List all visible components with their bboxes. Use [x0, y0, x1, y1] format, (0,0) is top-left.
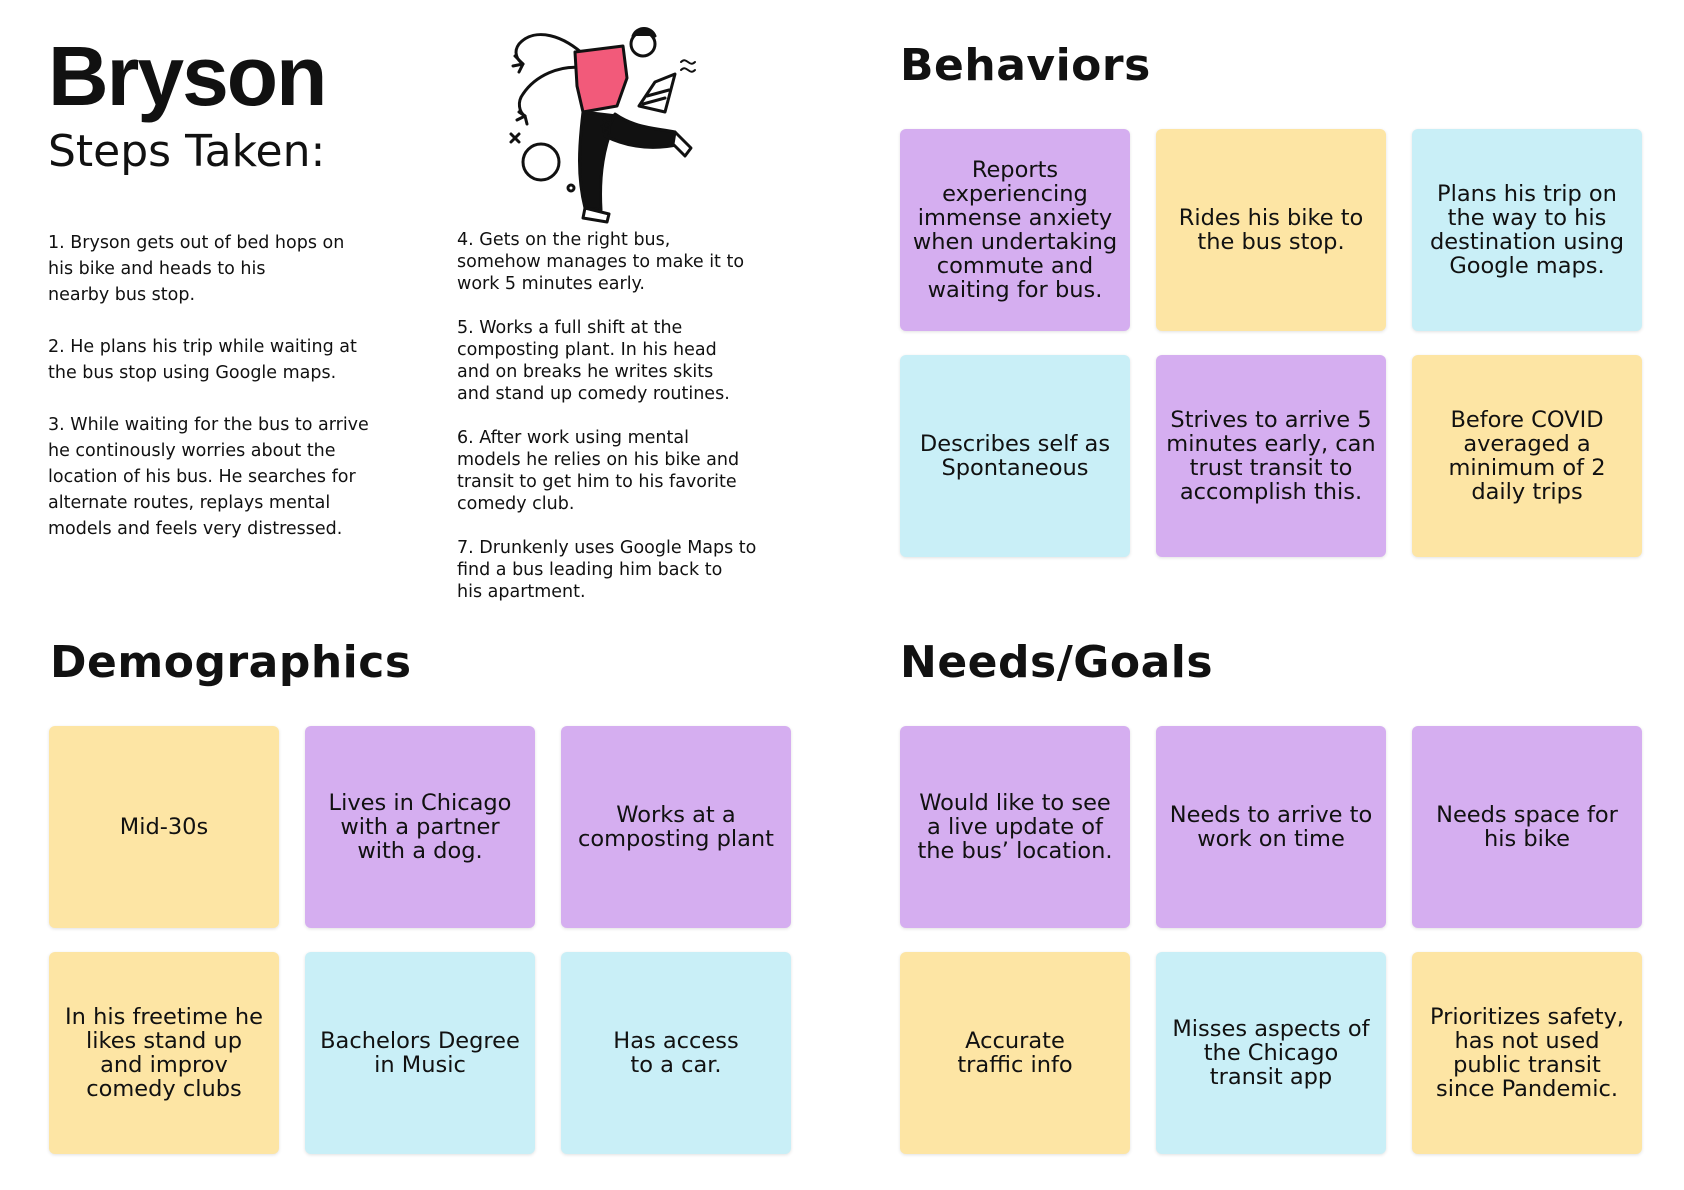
need-goal-note: Needs space for his bike: [1412, 726, 1642, 928]
behaviors-title: Behaviors: [900, 40, 1151, 91]
need-goal-note: Needs to arrive to work on time: [1156, 726, 1386, 928]
step-item-5: 5. Works a full shift at the composting plant. In his head and on breaks he writes skits and stand up comedy routines.: [457, 318, 730, 404]
step-item-6: 6. After work using mental models he relies on his bike and transit to get him to his favorite comedy club.: [457, 428, 740, 514]
demographic-note: Works at a composting plant: [561, 726, 791, 928]
behavior-note: Strives to arrive 5 minutes early, can trust transit to accomplish this.: [1156, 355, 1386, 557]
demographic-note: Mid-30s: [49, 726, 279, 928]
persona-name: Bryson: [48, 29, 326, 123]
demographic-note: Lives in Chicago with a partner with a dog.: [305, 726, 535, 928]
demographics-title: Demographics: [50, 637, 412, 688]
demographic-note: Has access to a car.: [561, 952, 791, 1154]
step-item-1: 1. Bryson gets out of bed hops on his bike and heads to his nearby bus stop.: [48, 233, 345, 305]
need-goal-note: Misses aspects of the Chicago transit app: [1156, 952, 1386, 1154]
step-item-4: 4. Gets on the right bus, somehow manages to make it to work 5 minutes early.: [457, 230, 745, 294]
demographic-note: Bachelors Degree in Music: [305, 952, 535, 1154]
need-goal-note: Prioritizes safety, has not used public transit since Pandemic.: [1412, 952, 1642, 1154]
demographic-note: In his freetime he likes stand up and improv comedy clubs: [49, 952, 279, 1154]
demographics-grid: [49, 726, 791, 1154]
behavior-note: Reports experiencing immense anxiety when undertaking commute and waiting for bus.: [900, 129, 1130, 331]
dancing-man-illustration: [505, 16, 735, 235]
step-item-3: 3. While waiting for the bus to arrive he continously worries about the location of his bus. He searches for alternate routes, replays mental models and feels very distressed.: [48, 415, 369, 539]
needs-goals-title: Needs/Goals: [900, 637, 1214, 688]
behaviors-grid: [900, 129, 1642, 557]
behavior-note: Before COVID averaged a minimum of 2 daily trips: [1412, 355, 1642, 557]
step-item-7: 7. Drunkenly uses Google Maps to find a bus leading him back to his apartment.: [457, 538, 757, 602]
steps-list-right: [457, 229, 807, 625]
behavior-note: Rides his bike to the bus stop.: [1156, 129, 1386, 331]
need-goal-note: Accurate traffic info: [900, 952, 1130, 1154]
steps-list-left: [48, 230, 428, 568]
steps-heading: Steps Taken:: [48, 126, 326, 177]
step-item-2: 2. He plans his trip while waiting at the bus stop using Google maps.: [48, 337, 357, 383]
need-goal-note: Would like to see a live update of the bus’ location.: [900, 726, 1130, 928]
behavior-note: Describes self as Spontaneous: [900, 355, 1130, 557]
needs-goals-grid: [900, 726, 1642, 1154]
behavior-note: Plans his trip on the way to his destination using Google maps.: [1412, 129, 1642, 331]
